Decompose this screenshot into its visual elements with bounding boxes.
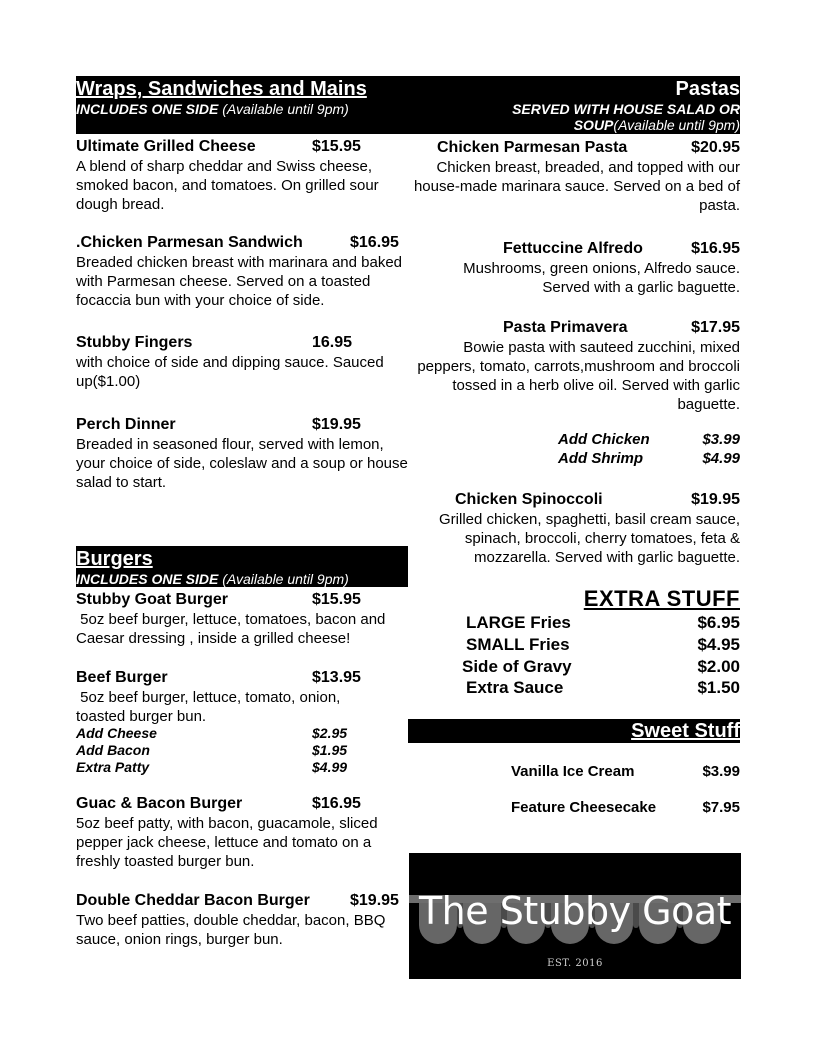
dessert-name: Feature Cheesecake	[511, 799, 657, 816]
extra-item-price: $2.00	[697, 657, 740, 676]
menu-item-name: Stubby Fingers	[76, 334, 193, 351]
menu-item-name: Guac & Bacon Burger	[76, 795, 243, 812]
addon-price: $4.99	[702, 450, 740, 467]
menu-item-price: $15.95	[312, 138, 361, 155]
menu-item-price: $16.95	[312, 795, 361, 812]
menu-item-price: 16.95	[312, 334, 353, 351]
menu-item-description: Chicken breast, breaded, and topped with our house-made marinara sauce. Served on a bed of pasta.	[413, 159, 740, 214]
wraps-subtitle: INCLUDES ONE SIDE (Available until 9pm)	[76, 101, 349, 117]
dessert-price: $7.95	[702, 799, 740, 816]
logo	[409, 853, 741, 979]
sweet-stuff-header	[408, 719, 740, 743]
menu-item-description: Breaded chicken breast with marinara and baked with Parmesan cheese. Served on a toasted focaccia bun with your choice of side.	[76, 254, 403, 309]
extra-item-name: SMALL Fries	[466, 635, 570, 654]
menu-item-description: Grilled chicken, spaghetti, basil cream sauce, spinach, broccoli, cherry tomatoes, feta & mozzarella. Served with garlic baguette.	[439, 511, 740, 566]
menu-item-description: Mushrooms, green onions, Alfredo sauce. Served with a garlic baguette.	[463, 260, 740, 296]
menu-item-price: $16.95	[350, 234, 399, 251]
menu-item-price: $19.95	[312, 416, 361, 433]
logo-established: EST. 2016	[547, 958, 603, 969]
menu-item-price: $15.95	[312, 591, 361, 608]
menu-item-price: $16.95	[691, 240, 740, 257]
menu-item-name: Chicken Parmesan Pasta	[437, 139, 628, 156]
addon-name: Add Shrimp	[558, 450, 643, 467]
addon-price: $2.95	[312, 725, 348, 741]
menu-item-name: Ultimate Grilled Cheese	[76, 138, 256, 155]
sweet-stuff-title: Sweet Stuff	[631, 720, 740, 742]
extra-stuff-title: EXTRA STUFF	[583, 586, 740, 611]
menu-item-description: 5oz beef burger, lettuce, tomatoes, bacon and Caesar dressing , inside a grilled cheese!	[76, 611, 390, 647]
wraps-title: Wraps, Sandwiches and Mains	[76, 78, 367, 100]
dessert-name: Vanilla Ice Cream	[511, 763, 635, 780]
menu-item-price: $17.95	[691, 319, 740, 336]
pastas-header	[408, 76, 740, 134]
menu-item-name: Fettuccine Alfredo	[503, 240, 643, 257]
menu-item-price: $19.95	[350, 892, 399, 909]
menu-item-price: $20.95	[691, 139, 740, 156]
menu-item-name: Chicken Spinoccoli	[455, 491, 603, 508]
menu-item-name: .Chicken Parmesan Sandwich	[76, 234, 303, 251]
menu-item-price: $13.95	[312, 669, 361, 686]
menu-item-description: Breaded in seasoned flour, served with lemon, your choice of side, coleslaw and a soup or house salad to start.	[76, 436, 408, 491]
wraps-header	[76, 76, 408, 134]
menu-item-name: Beef Burger	[76, 669, 168, 686]
pastas-title: Pastas	[675, 78, 740, 100]
burgers-subtitle: INCLUDES ONE SIDE (Available until 9pm)	[76, 571, 349, 587]
extra-item-name: Extra Sauce	[466, 678, 564, 697]
menu-item-price: $19.95	[691, 491, 740, 508]
addon-name: Add Bacon	[76, 742, 150, 758]
addon-name: Add Chicken	[558, 431, 650, 448]
extra-item-name: Side of Gravy	[462, 657, 572, 676]
addon-price: $4.99	[312, 759, 348, 775]
burgers-header	[76, 546, 408, 587]
menu-item-name: Pasta Primavera	[503, 319, 628, 336]
menu-item-description: 5oz beef burger, lettuce, tomato, onion, toasted burger bun.	[76, 689, 345, 725]
addon-price: $1.95	[312, 742, 348, 758]
menu-item-description: 5oz beef patty, with bacon, guacamole, sliced pepper jack cheese, lettuce and tomato on a freshly toasted burger bun.	[76, 815, 378, 870]
pastas-subtitle: SERVED WITH HOUSE SALAD OR SOUP(Available until 9pm)	[512, 101, 740, 133]
extra-item-price: $1.50	[697, 678, 740, 697]
menu-item-description: A blend of sharp cheddar and Swiss cheese, smoked bacon, and tomatoes. On grilled sour dough bread.	[76, 158, 379, 213]
burgers-title: Burgers	[76, 548, 153, 570]
logo-name: The Stubby Goat	[418, 889, 732, 933]
extra-item-name: LARGE Fries	[466, 613, 571, 632]
menu-item-description: with choice of side and dipping sauce. Sauced up($1.00)	[76, 354, 384, 390]
menu-item-name: Double Cheddar Bacon Burger	[76, 892, 310, 909]
menu-item-description: Two beef patties, double cheddar, bacon, BBQ sauce, onion rings, burger bun.	[76, 912, 386, 948]
menu-item-description: Bowie pasta with sauteed zucchini, mixed peppers, tomato, carrots,mushroom and broccoli tossed in a herb olive oil. Served with garlic baguette.	[417, 339, 740, 413]
menu-item-name: Stubby Goat Burger	[76, 591, 229, 608]
addon-name: Extra Patty	[76, 759, 150, 775]
extra-item-price: $6.95	[697, 613, 740, 632]
dessert-price: $3.99	[702, 763, 740, 780]
addon-price: $3.99	[702, 431, 740, 448]
extra-item-price: $4.95	[697, 635, 740, 654]
menu-item-name: Perch Dinner	[76, 416, 176, 433]
addon-name: Add Cheese	[76, 725, 157, 741]
